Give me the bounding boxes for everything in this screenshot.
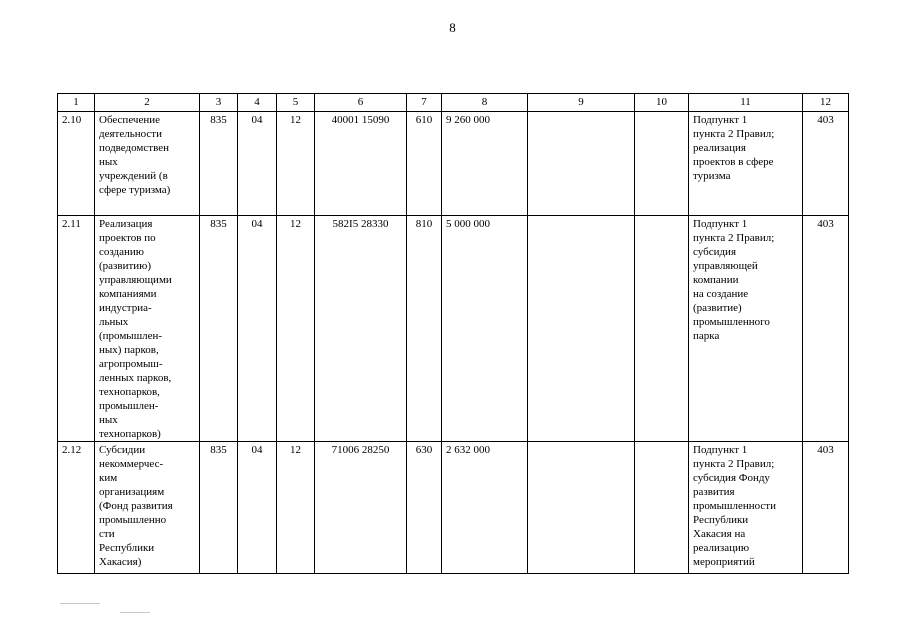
table-row <box>58 112 849 216</box>
scan-artifact <box>120 612 150 613</box>
ministry-code: 835 <box>200 112 238 216</box>
ministry-code: 835 <box>200 216 238 442</box>
column-header: 8 <box>442 94 528 112</box>
column-header: 4 <box>238 94 277 112</box>
amount: 5 000 000 <box>442 216 528 442</box>
code-403: 403 <box>803 216 849 442</box>
scan-artifact <box>60 603 100 604</box>
subsection-code: 12 <box>277 216 315 442</box>
row-number: 2.10 <box>58 112 95 216</box>
column-9-cell <box>528 216 635 442</box>
column-10-cell <box>635 112 689 216</box>
column-header: 6 <box>315 94 407 112</box>
column-10-cell <box>635 442 689 574</box>
expense-type-code: 630 <box>407 442 442 574</box>
basis-note: Подпункт 1 пункта 2 Правил; субсидия управляющей компании на создание (развитие) промышленного парка <box>689 216 803 442</box>
table-row <box>58 442 849 574</box>
column-10-cell <box>635 216 689 442</box>
basis-note: Подпункт 1 пункта 2 Правил; субсидия Фонду развития промышленности Республики Хакасия на реализацию мероприятий <box>689 442 803 574</box>
subsection-code: 12 <box>277 112 315 216</box>
column-header: 11 <box>689 94 803 112</box>
code-403: 403 <box>803 112 849 216</box>
subsection-code: 12 <box>277 442 315 574</box>
table-header-row <box>58 94 849 112</box>
column-header: 5 <box>277 94 315 112</box>
row-number: 2.12 <box>58 442 95 574</box>
expense-name: Субсидии некоммерчес- ким организациям (Фонд развития промышленно сти Республики Хакасия) <box>95 442 200 574</box>
section-code: 04 <box>238 216 277 442</box>
column-header: 3 <box>200 94 238 112</box>
expense-name: Обеспечение деятельности подведомствен ных учреждений (в сфере туризма) <box>95 112 200 216</box>
column-header: 10 <box>635 94 689 112</box>
target-article-code: 71006 28250 <box>315 442 407 574</box>
table-row <box>58 216 849 442</box>
amount: 2 632 000 <box>442 442 528 574</box>
budget-table <box>57 93 849 574</box>
ministry-code: 835 <box>200 442 238 574</box>
section-code: 04 <box>238 112 277 216</box>
target-article-code: 40001 15090 <box>315 112 407 216</box>
basis-note: Подпункт 1 пункта 2 Правил; реализация проектов в сфере туризма <box>689 112 803 216</box>
column-header: 12 <box>803 94 849 112</box>
column-header: 2 <box>95 94 200 112</box>
column-9-cell <box>528 442 635 574</box>
expense-name: Реализация проектов по созданию (развитию) управляющими компаниями индустриа- льных (промышлен- ных) парков, агропромыш- ленных парков, технопарков, промышлен- ных технопарков) <box>95 216 200 442</box>
target-article-code: 582I5 28330 <box>315 216 407 442</box>
expense-type-code: 810 <box>407 216 442 442</box>
row-number: 2.11 <box>58 216 95 442</box>
code-403: 403 <box>803 442 849 574</box>
column-header: 1 <box>58 94 95 112</box>
column-header: 7 <box>407 94 442 112</box>
amount: 9 260 000 <box>442 112 528 216</box>
expense-type-code: 610 <box>407 112 442 216</box>
section-code: 04 <box>238 442 277 574</box>
column-header: 9 <box>528 94 635 112</box>
page-number: 8 <box>449 20 456 35</box>
column-9-cell <box>528 112 635 216</box>
